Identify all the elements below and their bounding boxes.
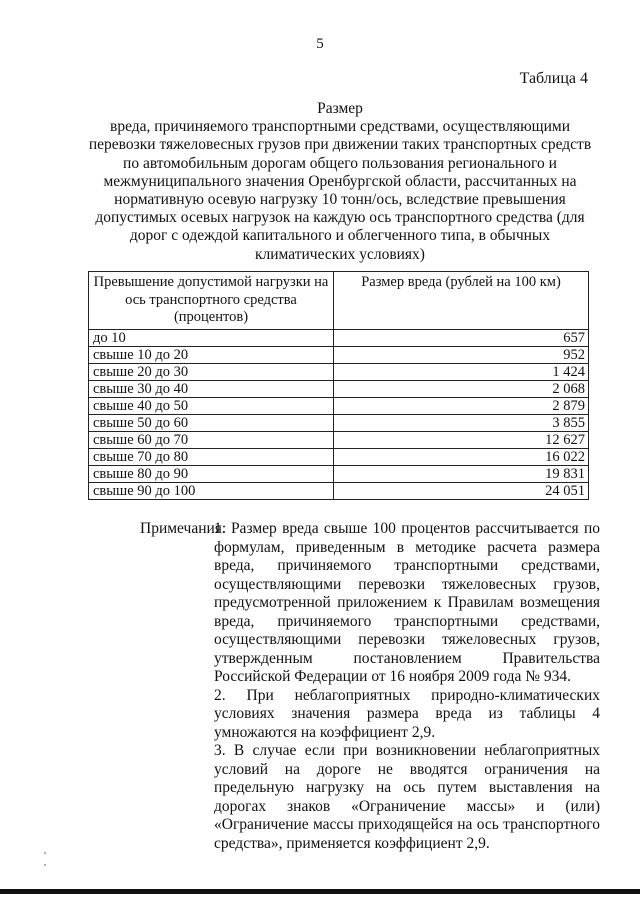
row-value: 12 627 [334,431,589,448]
row-value: 1 424 [334,363,589,380]
row-value: 24 051 [334,482,589,499]
row-range: свыше 80 до 90 [89,465,334,482]
title-main: Размер [317,100,363,117]
note-item: 1. Размер вреда свыше 100 процентов рассчитывается по формулам, приведенным в методике расчета размера вреда, причиняемого транспортными средствами, осуществляющими перевозки тяжеловесных грузов, предусмотренной приложением к Правилам возмещения вреда, причиняемого транспортными средствами, осуществляющими перевозки тяжеловесных грузов, утвержденным постановлением Правительства Российской Федерации от 16 ноября 2009 года № 934. [214,520,600,685]
table-row [89,465,589,482]
row-range: свыше 20 до 30 [89,363,334,380]
notes-section [140,520,600,853]
table-row [89,414,589,431]
table-label: Таблица 4 [519,70,588,87]
table-row [89,380,589,397]
row-value: 3 855 [334,414,589,431]
table-row [89,329,589,346]
row-range: свыше 50 до 60 [89,414,334,431]
page-number: 5 [316,36,324,52]
scan-speck [44,864,46,866]
row-range: свыше 70 до 80 [89,448,334,465]
row-value: 2 068 [334,380,589,397]
row-range: свыше 90 до 100 [89,482,334,499]
bottom-rule [0,889,640,894]
row-range: свыше 60 до 70 [89,431,334,448]
row-value: 952 [334,346,589,363]
row-range: свыше 30 до 40 [89,380,334,397]
scan-speck [44,852,46,854]
document-title [80,100,600,264]
row-range: свыше 10 до 20 [89,346,334,363]
table-row [89,448,589,465]
header-damage-amount: Размер вреда (рублей на 100 км) [334,272,589,330]
note-item: 2. При неблагоприятных природно-климатических условиях значения размера вреда из таблицы 4 умножаются на коэффициент 2,9. [214,686,600,741]
row-value: 16 022 [334,448,589,465]
table-row [89,363,589,380]
row-value: 657 [334,329,589,346]
notes-label: Примечания: [140,520,227,537]
table-row [89,346,589,363]
row-range: до 10 [89,329,334,346]
row-value: 19 831 [334,465,589,482]
table-row [89,397,589,414]
row-value: 2 879 [334,397,589,414]
title-subtitle: вреда, причиняемого транспортными средствами, осуществляющими перевозки тяжеловесных грузов при движении таких транспортных средств по автомобильным дорогам общего пользования регионального и межмуниципального значения Оренбургской области, рассчитанных на нормативную осевую нагрузку 10 тонн/ось, вследствие превышения допустимых осевых нагрузок на каждую ось транспортного средства (для дорог с одеждой капитального и облегченного типа, в обычных климатических условиях) [88,118,592,263]
damage-table [88,271,589,500]
row-range: свыше 40 до 50 [89,397,334,414]
header-load-excess: Превышение допустимой нагрузки на ось транспортного средства (процентов) [89,272,334,330]
table-row [89,482,589,499]
table-header-row [89,272,589,330]
notes-body [214,520,600,853]
table-row [89,431,589,448]
note-item: 3. В случае если при возникновении неблагоприятных условий на дороге не вводятся ограничения на предельную нагрузку на ось путем выставления на дорогах знаков «Ограничение массы» и (или) «Ограничение массы приходящейся на ось транспортного средства», применяется коэффициент 2,9. [214,742,600,852]
